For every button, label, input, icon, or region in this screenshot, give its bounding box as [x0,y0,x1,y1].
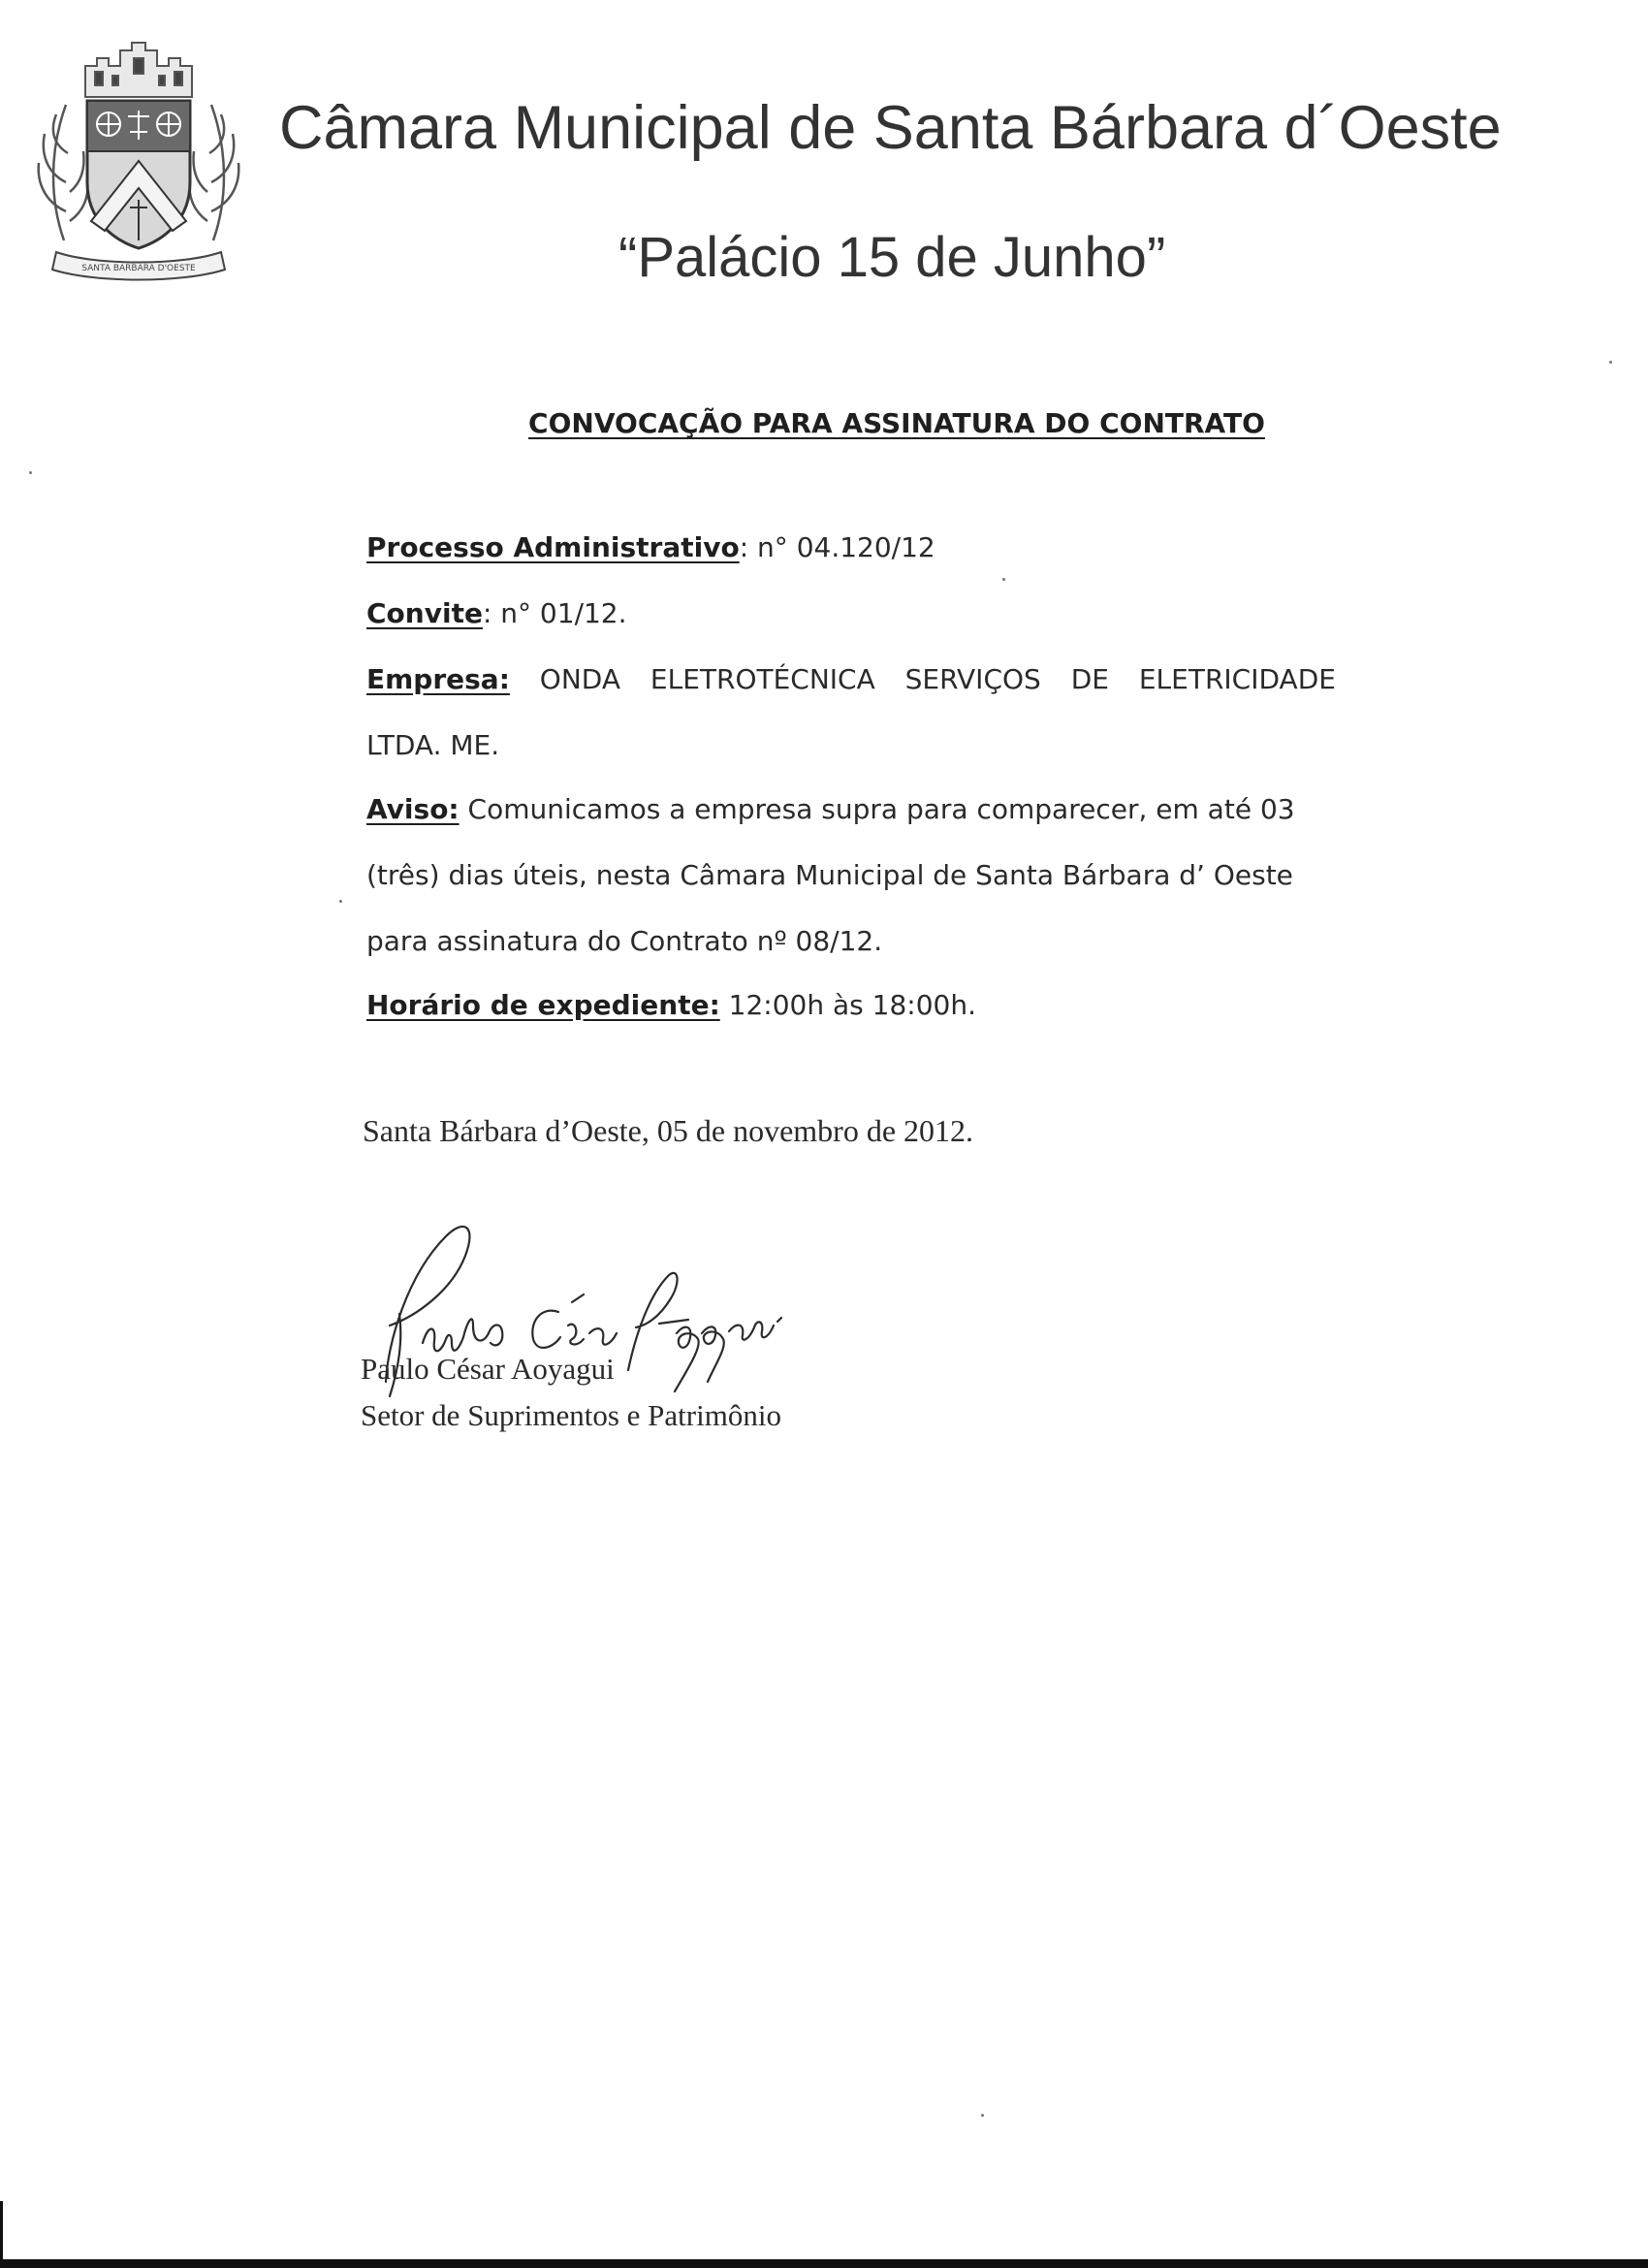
invitation-value: : n° 01/12. [482,597,627,629]
municipal-coat-of-arms-icon [27,37,250,289]
process-value: : n° 04.120/12 [739,531,935,563]
notice-line-2: (três) dias úteis, nesta Câmara Municipal de Santa Bárbara d’ Oeste [366,859,1293,891]
signer-department: Setor de Suprimentos e Patrimônio [361,1398,781,1432]
signer-name: Paulo César Aoyagui [361,1352,615,1386]
scan-speck [1002,578,1005,581]
scan-speck [29,471,32,474]
company-label: Empresa: [366,663,510,695]
document-heading-text: CONVOCAÇÃO PARA ASSINATURA DO CONTRATO [528,407,1265,439]
invitation-label: Convite [366,597,483,629]
company-word: ELETROTÉCNICA [650,663,875,695]
document-heading [0,407,1648,439]
palace-name: “Palácio 15 de Junho” [618,226,1166,289]
notice-line-3: para assinatura do Contrato nº 08/12. [366,925,883,957]
company-word: DE [1070,663,1109,695]
invitation-line [366,597,627,629]
hours-value: 12:00h às 18:00h. [719,989,976,1021]
place-and-date: Santa Bárbara d’Oeste, 05 de novembro de 2012. [363,1113,974,1148]
company-line-2: LTDA. ME. [366,729,500,761]
notice-line-1 [366,793,1295,825]
hours-line [366,989,976,1021]
scan-edge [0,2201,3,2268]
company-word: SERVIÇOS [904,663,1041,695]
company-line-1 [366,663,1336,695]
scan-speck [981,2114,984,2117]
notice-text-1: Comunicamos a empresa supra para comparecer, em até 03 [459,793,1295,825]
scan-edge [0,2259,1648,2268]
notice-label: Aviso: [366,793,460,825]
institution-name: Câmara Municipal de Santa Bárbara d´Oeste [279,94,1502,162]
company-word: ELETRICIDADE [1138,663,1336,695]
scan-speck [1609,361,1612,364]
scan-speck [339,900,342,903]
company-word: ONDA [539,663,621,695]
process-line [366,531,935,563]
crest-motto: SANTA BARBARA D'OESTE [81,264,196,273]
process-label: Processo Administrativo [366,531,740,563]
hours-label: Horário de expediente: [366,989,720,1021]
